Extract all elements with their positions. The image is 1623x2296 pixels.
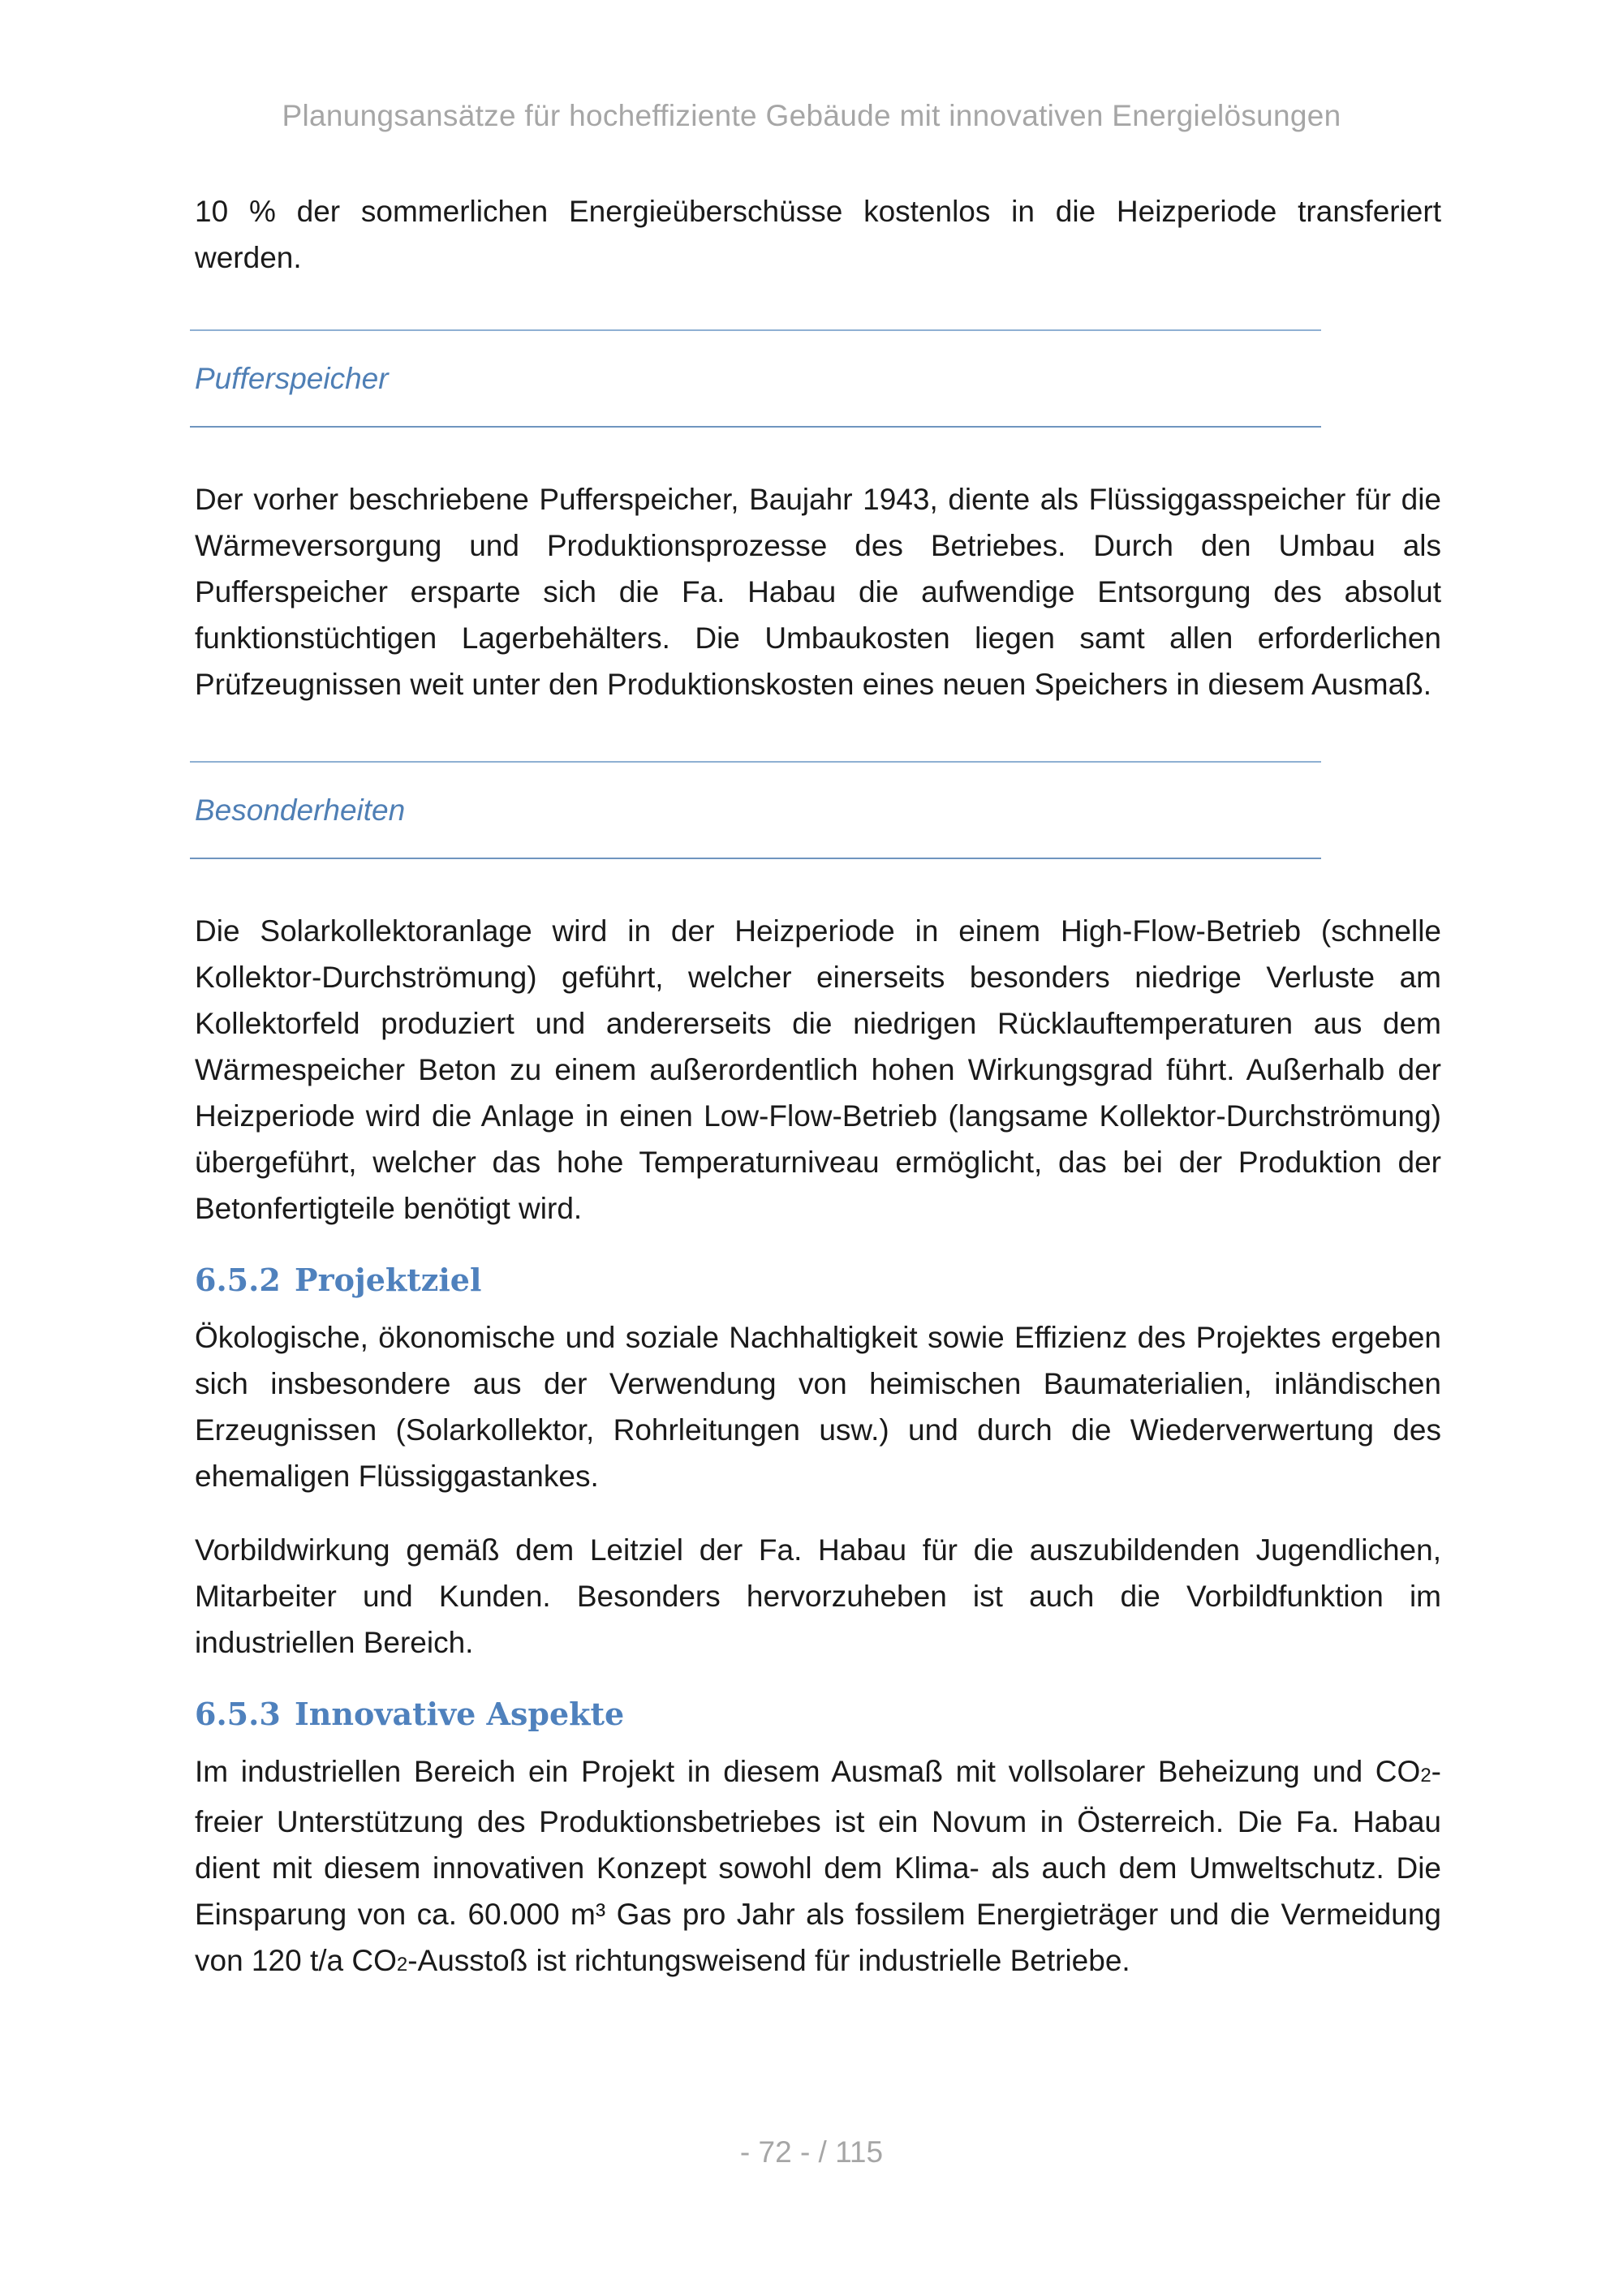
page-content [195, 188, 1441, 1988]
text-run: Im industriellen Bereich ein Projekt in diesem Ausmaß mit vollsolarer Beheizung und CO [195, 1755, 1421, 1788]
projektziel-paragraph-2: Vorbildwirkung gemäß dem Leitziel der Fa. Habau für die auszubildenden Jugendlichen, Mitarbeiter und Kunden. Besonders hervorzuheben ist auch die Vorbildfunktion im industriellen Bereich. [195, 1533, 1441, 1659]
section-number: 6.5.3 [195, 1696, 281, 1732]
section-title: Projektziel [295, 1262, 482, 1298]
besonderheiten-label: Besonderheiten [195, 793, 406, 827]
text-run: -freier Unterstützung des Produktionsbetriebes ist ein Novum in Österreich. Die Fa. Habau dient mit diesem innovativen Konzept sowohl dem Klima- als auch dem Umweltschutz. Die Einsparung von ca. 60.000 m³ Gas pro Jahr als fossilem Energieträger und die Vermeidung von 120 t/a CO [195, 1755, 1441, 1977]
running-header: Planungsansätze für hocheffiziente Gebäude mit innovativen Energielösungen [282, 99, 1341, 132]
projektziel-paragraph-1: Ökologische, ökonomische und soziale Nachhaltigkeit sowie Effizienz des Projektes ergeben sich insbesondere aus der Verwendung von heimischen Baumaterialien, inländischen Erzeugnissen (Solarkollektor, Rohrleitungen usw.) und durch die Wiederverwertung des ehemaligen Flüssiggastankes. [195, 1321, 1441, 1493]
besonderheiten-paragraph: Die Solarkollektoranlage wird in der Heizperiode in einem High-Flow-Betrieb (schnelle Kollektor-Durchströmung) geführt, welcher einerseits besonders niedrige Verluste am Kollektorfeld produziert und andererseits die niedrigen Rücklauftemperaturen aus dem Wärmespeicher Beton zu einem außerordentlich hohen Wirkungsgrad führt. Außerhalb der Heizperiode wird die Anlage in einen Low-Flow-Betrieb (langsame Kollektor-Durchströmung) übergeführt, welcher das hohe Temperaturniveau ermöglicht, das bei der Produktion der Betonfertigteile benötigt wird. [195, 914, 1441, 1225]
pufferspeicher-paragraph: Der vorher beschriebene Pufferspeicher, Baujahr 1943, diente als Flüssiggasspeicher für die Wärmeversorgung und Produktionsprozesse des Betriebes. Durch den Umbau als Pufferspeicher ersparte sich die Fa. Habau die aufwendige Entsorgung des absolut funktionstüchtigen Lagerbehälters. Die Umbaukosten liegen samt allen erforderlichen Prüfzeugnissen weit unter den Produktionskosten eines neuen Speichers in diesem Ausmaß. [195, 483, 1441, 701]
intro-paragraph: 10 % der sommerlichen Energieüberschüsse kostenlos in die Heizperiode transferiert werden. [195, 195, 1441, 274]
co2-subscript: 2 [396, 1954, 408, 1976]
pufferspeicher-heading-box [190, 329, 1321, 428]
section-heading-innovative-aspekte [195, 1692, 1441, 1737]
pufferspeicher-label: Pufferspeicher [195, 362, 389, 395]
section-title: Innovative Aspekte [295, 1696, 625, 1732]
section-number: 6.5.2 [195, 1262, 281, 1298]
co2-subscript: 2 [1420, 1765, 1431, 1786]
text-run: -Ausstoß ist richtungsweisend für industrielle Betriebe. [407, 1944, 1130, 1977]
innovative-paragraph [195, 1748, 1441, 1988]
besonderheiten-heading-box [190, 761, 1321, 859]
section-heading-projektziel [195, 1258, 1441, 1303]
page-number: - 72 - / 115 [739, 2135, 884, 2169]
